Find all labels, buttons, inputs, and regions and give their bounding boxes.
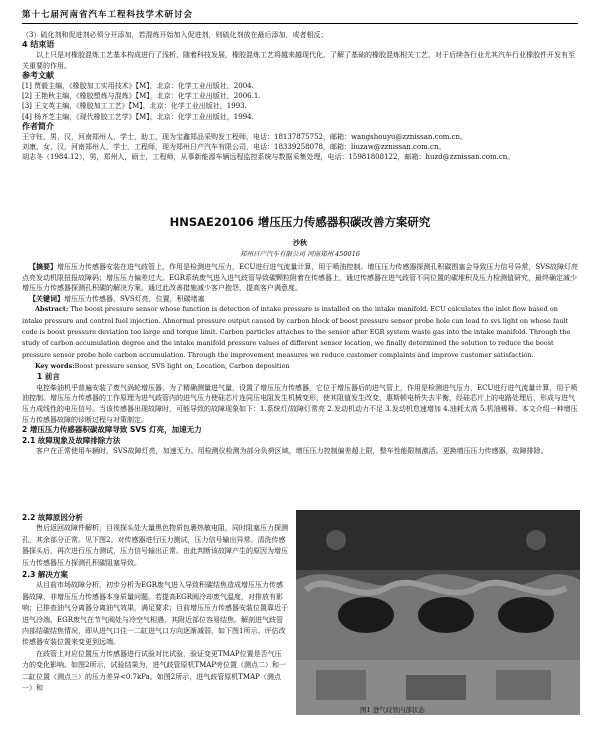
reference-item: [2] 王艳秋主编，《橡胶塑炼与混炼》【M】，北京：化学工业出版社，2006.1.	[22, 92, 261, 101]
manifold-image	[296, 510, 580, 715]
abstract-cn-label: 【摘要】	[29, 262, 57, 271]
article-title: HNSAE20106 增压压力传感器积碳改善方案研究	[169, 215, 431, 229]
section-2-3-heading: 2.3 解决方案	[22, 570, 68, 580]
section-2-3-text: 从目前市场故障分析，初步分析为EGR废气进入导致积碳结焦造成增压压力传感器故障，非增压压力传感器本身质量问题。若提高EGR阀冷却废气温度，对排放有影响；已排查油气分离器分离油气效果，满足要求；目前增压压力传感器安装位置靠近于进气冷端，EGR废气在节气阀处与冷空气相遇，其附近部位容易结焦。解剖进气歧管内部结碳结焦情况，即从进气口往一二缸进气口方向逐渐减弱，如下图1所示。评估改传感器安装位置来变更到远端。	[22, 581, 288, 647]
abstract-en-text: The boost pressure sensor whose function is detection of intake pressure is installed on the intake manifold. ECU calculates the inlet flow based on intake pressure and control fuel injection. Abnormal pressure output caused by carbon block of boost pressure sensor probe hole can lead to svs light on whose fault code is boost pressure deviation too large and torque limit. Carbon particles attaches to the sensor after EGR system waste gas into the intake manifold. Through the study of carbon accumulation degree and the intake manifold pressure values of different sensor location, we finally determined the solution to reduce the boost pressure sensor probe hole carbon accumulation. Through the improvement measures we reduce customer complaints and improve customer satisfaction.	[22, 305, 571, 359]
abstract-en-label: Abstract:	[35, 305, 69, 314]
section-1-text: 电控柴油机乎普遍安装了废气涡轮增压器，为了精确测量进气量，设置了增压压力传感器，它位于增压器后的进气管上，作用是检测进气压力，ECU进行进气流量计算，用于喷油控制。增压压力传感器的工作原理为进气歧管内的进气压力使硅芯片连同压电阻发生机械变形，使其阻值发生改变，惠斯顿电桥失去平衡，经硅芯片上的电路处理后，形成与进气压力成线性的电压信号。当该传感器出现故障时，可能导致的故障现象如下：1.系统灯/故障灯常亮 2.发动机动力不足 3.发动机怠速增加 4.油耗太高 5.机油稀释。本文介绍一种增压压力传感器故障的诊断过程与对策制定。	[22, 383, 578, 424]
running-header: 第十七届河南省汽车工程科技学术研讨会	[22, 8, 578, 24]
references-heading: 参考文献	[22, 70, 54, 80]
prev-article-tail	[22, 30, 578, 163]
abstract-cn	[22, 262, 578, 294]
author-intro-item: 胡志冬（1984.12），男，郑州人，硕士，工程师，从事新能源车辆远程监控系统与数据采集处理，电话：15981808122，邮箱：huzd@zznissan.com.cn。	[22, 153, 515, 162]
abstract-cn-text: 增压压力传感器安装在进气歧管上，作用是检测进气压力，ECU进行进气流量计算，用于喷油控制。增压压力传感器探测孔积碳围塞会导致压力信号异常，SVS故障灯亮点亮发动机限扭报故障码；增压压力偏差过大。EGR系统废气进入进气歧管导致碳颗粒附着在传感器上，通过传感器在进气歧管不同位置的碳堆积及压力检测值研究，最终确定减少增压压力传感器探测孔积碳的解决方案。通过此改善措施减少客户抱怨，提高客户满意度。	[22, 263, 579, 293]
article-affiliation: 郑州日产汽车有限公司 河南郑州 450016	[240, 250, 360, 258]
abstract-block	[22, 262, 578, 457]
section-2-heading: 2 增压压力传感器积碳故障导致 SVS 灯亮，加速无力	[22, 425, 202, 435]
reference-item: [1] 贾毅主编，《橡胶加工实用技术》【M】，北京：化学工业出版社，2004.	[22, 82, 254, 91]
figure-caption: 图1 进气歧管内部状态	[360, 706, 425, 714]
section-2-1-heading: 2.1 故障现象及故障排除方法	[22, 435, 121, 445]
section-2-1-text: 客户在正常使用车辆时，SVS故障灯亮，加速无力。用检测仪检测为部分负荷区域，增压压力控制偏差超上限，整车性能限制激活。更换增压压力传感器，故障排除。	[36, 447, 548, 456]
section-1-heading: 1 前言	[37, 372, 60, 382]
keywords-cn-label: 【关键词】	[29, 293, 64, 303]
left-column	[22, 512, 288, 695]
section-2-2-text: 售后返回故障件解析，目视探头处大量黑色物质包裹热敏电阻，同时阻塞压力探测孔，其余部分正常。见下图2。对传感器进行压力测试，压力信号输出异常。清洗传感器探头后，再次进行压力测试，压力信号输出正常。由此判断该故障产生的原因为增压压力传感器压力探测孔积碳阻塞导致。	[22, 524, 288, 567]
keywords-cn-text: 增压压力传感器，SVS灯亮，位置，积碳堵塞	[64, 294, 205, 303]
keywords-cn	[22, 294, 578, 305]
conclusion-heading: 4 结束语	[22, 40, 55, 50]
keywords-en-label: Key words:	[35, 361, 75, 370]
author-intro-heading: 作者简介	[22, 121, 54, 131]
conclusion-text: 以上只是对橡胶混炼工艺基本构成进行了浅析，随着科技发展，橡胶混炼工艺将越来越现代化，了解了基础的橡胶混炼相关工艺，对于后续各行业尤其汽车行业橡胶件开发有至关重要的作用。	[22, 51, 575, 70]
author-intro-item: 王守钰，男，汉，河南郑州人，学士，助工，现为宝鑫郑品采购发工程师，电话：18137875752，邮箱：wangshouyu@zznissan.com.cn。	[22, 133, 468, 142]
section-2-3-text-cont: 在歧管上对应位置压力传感器进行试验对比试验，验证变更TMAP位置是否气压力的变化影响。如图2所示，试验结果为，进气歧管原机TMAP旁位置（测点二）和一二缸位置（测点三）的压力差异<0.7kPa。如图2所示，进气歧管原机TMAP（测点一）和	[22, 649, 287, 693]
keywords-en-text: Boost pressure sensor, SVS light on, Location, Carbon deposition	[74, 361, 290, 370]
intake-manifold-photo	[296, 510, 580, 715]
author-intro-item: 刘康，女，汉，河南郑州人，学士，工程师，现为郑州日产汽车有限公司，电话：18339258078，邮箱：liuzaw@zznissan.com.cn。	[22, 143, 446, 152]
abstract-en	[22, 304, 578, 360]
list-item: （3）硫化剂和促进剂必须分开添加，若混炼开始加入促进剂，则硫化剂放在最后添加，或者相反；	[22, 31, 328, 39]
section-2-2-heading: 2.2 故障原因分析	[22, 513, 83, 522]
article-author: 沙秋	[293, 238, 307, 247]
reference-item: [4] 杨齐芝主编，《现代橡胶工艺学》【M】，北京：化学工业出版社，1994.	[22, 112, 254, 121]
reference-item: [3] 王文英主编，《橡胶加工工艺》【M】，北京：化学工业出版社，1993.	[22, 102, 247, 111]
keywords-en	[22, 361, 578, 372]
